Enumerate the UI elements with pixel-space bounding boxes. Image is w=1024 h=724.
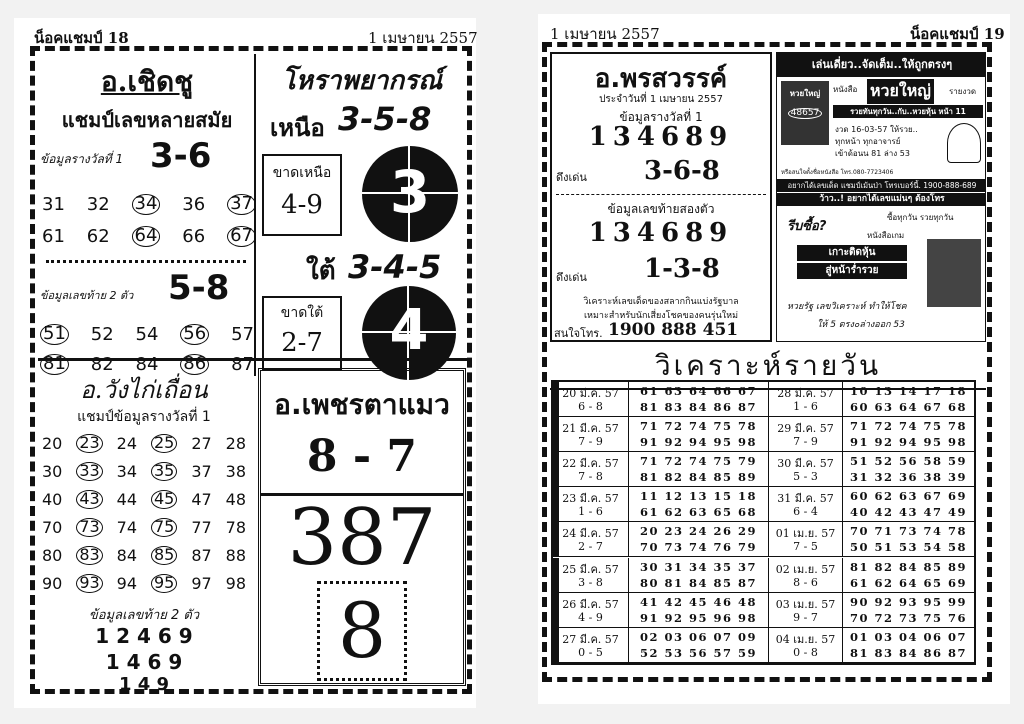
wang-section bbox=[38, 362, 250, 695]
grid-number-cell bbox=[843, 593, 974, 627]
num-circled: 37 bbox=[227, 194, 256, 215]
num-circled: 86 bbox=[180, 354, 209, 375]
grid-pair: 4 - 9 bbox=[578, 610, 603, 624]
grid-date-cell bbox=[769, 628, 843, 662]
porn-phone: 1900 888 451 bbox=[608, 320, 739, 340]
ad-fineprint: หรือสนใจตั้งชื่อหนังสือ โทร.080-7723406 bbox=[781, 169, 894, 176]
num: 40 bbox=[42, 490, 63, 509]
grid-date: 23 มี.ค. 57 bbox=[562, 492, 619, 506]
grid-number-cell bbox=[629, 452, 769, 486]
ad-buy: รีบซื้อ? bbox=[787, 219, 827, 234]
kn-box bbox=[262, 154, 342, 236]
grid-pair: 2 - 7 bbox=[578, 540, 603, 554]
num: 30 bbox=[42, 462, 63, 481]
porn-date: ประจำวันที่ 1 เมษายน 2557 bbox=[599, 94, 723, 105]
chit-pair-2: 5-8 bbox=[168, 268, 230, 308]
num-circled: 35 bbox=[151, 462, 177, 481]
num-circled: 51 bbox=[40, 324, 69, 345]
grid-number-cell bbox=[629, 558, 769, 592]
num: 52 bbox=[90, 324, 114, 345]
grid-title: วิเคราะห์รายวัน bbox=[550, 344, 986, 390]
grid-numbers: 10 13 14 17 18 bbox=[849, 384, 968, 398]
porn-hot-label: ดึงเด่น bbox=[556, 171, 587, 184]
num: 84 bbox=[135, 354, 159, 375]
grid-date: 01 เม.ย. 57 bbox=[775, 527, 836, 541]
wang-label-2: ข้อมูลเลขท้าย 2 ตัว bbox=[88, 608, 200, 623]
grid-date: 29 มี.ค. 57 bbox=[777, 422, 834, 436]
num: 80 bbox=[42, 546, 63, 565]
grid-row bbox=[553, 417, 974, 452]
ad-foot-2: ให้ 5 ตรง๐ล่างออก 53 bbox=[817, 320, 905, 330]
num: 98 bbox=[225, 574, 246, 593]
grid-date-cell bbox=[769, 382, 843, 416]
right-page-title: น็อคแชมป์ 19 bbox=[910, 25, 1005, 43]
divider bbox=[46, 260, 246, 263]
num: 57 bbox=[231, 324, 254, 345]
kn-label: ขาดเหนือ bbox=[272, 165, 332, 181]
ad-sub-2: หนังสือเกม bbox=[867, 231, 905, 240]
grid-date-cell bbox=[553, 558, 629, 592]
grid-row bbox=[553, 522, 974, 557]
grid-numbers: 61 62 64 65 69 bbox=[849, 575, 968, 590]
grid-date-cell bbox=[769, 452, 843, 486]
num-circled: 56 bbox=[180, 324, 209, 345]
porn-digits-2: 134689 bbox=[588, 218, 734, 248]
grid-date: 26 มี.ค. 57 bbox=[562, 597, 619, 611]
left-page-title: น็อคแชมป์ 18 bbox=[34, 29, 129, 47]
grid-pair: 8 - 6 bbox=[793, 575, 818, 589]
chit-section bbox=[38, 54, 256, 376]
num: 77 bbox=[191, 518, 212, 537]
grid-date: 04 เม.ย. 57 bbox=[775, 632, 836, 646]
grid-numbers: 61 63 64 66 67 bbox=[639, 384, 758, 398]
wang-subtitle: แชมป์ข้อมูลรางวัลที่ 1 bbox=[77, 409, 211, 425]
num: 34 bbox=[116, 462, 138, 481]
ks-label: ขาดใต้ bbox=[280, 305, 324, 321]
grid-pair: 1 - 6 bbox=[793, 400, 818, 413]
grid-pair: 5 - 3 bbox=[793, 470, 818, 484]
grid-numbers: 60 62 63 67 69 bbox=[849, 489, 968, 504]
porn-title: อ.พรสวรรค์ bbox=[594, 64, 728, 94]
grid-date-cell bbox=[553, 452, 629, 486]
num: 48 bbox=[225, 490, 246, 509]
grid-date: 22 มี.ค. 57 bbox=[562, 457, 619, 471]
ad-suffix: รายงวด bbox=[949, 87, 977, 96]
grid-row bbox=[553, 487, 974, 522]
chit-pair-1: 3-6 bbox=[150, 136, 212, 176]
num: 37 bbox=[191, 462, 212, 481]
num: 78 bbox=[225, 518, 246, 537]
num-circled: 93 bbox=[76, 574, 102, 593]
num: 27 bbox=[191, 434, 212, 453]
wang-row bbox=[42, 490, 246, 509]
phet-three: 387 bbox=[287, 493, 437, 583]
chit-title: อ.เชิดชู bbox=[100, 65, 194, 98]
porn-note-1: วิเคราะห์เลขเด็ดของสลากกินแบ่งรัฐบาล bbox=[583, 297, 739, 307]
chit-row-1 bbox=[42, 194, 256, 215]
hora-south-label: ใต้ bbox=[306, 256, 336, 286]
num: 32 bbox=[86, 194, 110, 215]
num: 94 bbox=[116, 574, 138, 593]
ad-side-1: งวด 16-03-57 ให้รวย.. bbox=[835, 125, 918, 134]
num-circled: 75 bbox=[151, 518, 177, 537]
ad-prefix: หนังสือ bbox=[833, 85, 858, 94]
num-circled: 81 bbox=[40, 354, 69, 375]
grid-date-cell bbox=[553, 522, 629, 556]
ad-cover bbox=[781, 81, 829, 145]
grid-numbers: 90 92 93 95 99 bbox=[849, 594, 968, 609]
grid-numbers: 91 92 94 95 98 bbox=[849, 435, 968, 450]
chit-subtitle: แชมป์เลขหลายสมัย bbox=[61, 108, 233, 132]
grid-numbers: 41 42 45 46 48 bbox=[639, 594, 758, 609]
num-circled: 73 bbox=[76, 518, 102, 537]
num: 28 bbox=[225, 434, 246, 453]
grid-date: 28 มี.ค. 57 bbox=[777, 387, 834, 400]
grid-row bbox=[553, 382, 974, 417]
grid-numbers: 71 72 74 75 78 bbox=[849, 419, 968, 434]
grid-row bbox=[553, 452, 974, 487]
grid-numbers: 71 72 74 75 79 bbox=[639, 454, 758, 469]
grid-numbers: 71 72 74 75 78 bbox=[639, 419, 758, 434]
grid-numbers: 30 31 34 35 37 bbox=[639, 559, 758, 574]
num: 44 bbox=[116, 490, 138, 509]
hora-north-label: เหนือ bbox=[270, 114, 325, 142]
hora-section bbox=[258, 54, 466, 376]
num: 54 bbox=[135, 324, 159, 345]
num-circled: 45 bbox=[151, 490, 177, 509]
grid-pair: 7 - 5 bbox=[793, 540, 818, 554]
grid-numbers: 61 62 63 65 68 bbox=[639, 505, 758, 520]
num: 87 bbox=[191, 546, 212, 565]
grid-date: 03 เม.ย. 57 bbox=[775, 597, 836, 611]
porn-section bbox=[550, 52, 772, 342]
ball-3-number: 3 bbox=[389, 158, 431, 226]
num: 62 bbox=[86, 226, 110, 247]
grid-pair: 0 - 5 bbox=[578, 645, 603, 659]
grid-row bbox=[553, 558, 974, 593]
grid-numbers: 70 73 74 76 79 bbox=[639, 540, 758, 555]
ad-cover-title: หวยใหญ่ bbox=[789, 89, 821, 98]
wang-row bbox=[42, 546, 246, 565]
grid-pair: 6 - 8 bbox=[578, 400, 603, 413]
num: 24 bbox=[116, 434, 138, 453]
daily-grid bbox=[551, 380, 976, 665]
wang-tail-1: 1 2 4 6 9 bbox=[95, 624, 193, 648]
ad-side-2: ทุกหน้า ทุกอาจารย์ bbox=[835, 137, 901, 146]
grid-date-cell bbox=[553, 417, 629, 451]
grid-numbers: 31 32 36 38 39 bbox=[849, 470, 968, 485]
grid-numbers: 81 83 84 86 87 bbox=[849, 645, 968, 660]
porn-hot-1: 3-6-8 bbox=[644, 156, 720, 186]
num: 47 bbox=[191, 490, 212, 509]
hora-title: โหราพยากรณ์ bbox=[281, 66, 443, 96]
right-page-date: 1 เมษายน 2557 bbox=[550, 25, 660, 43]
num-circled: 43 bbox=[76, 490, 102, 509]
ad-tagline: รวยทันทุกวัน..กับ..หวยหุ้น หน้า 11 bbox=[833, 105, 983, 118]
grid-numbers: 50 51 53 54 58 bbox=[849, 540, 968, 555]
ball-4-number: 4 bbox=[389, 298, 429, 363]
grid-numbers: 81 82 84 85 89 bbox=[849, 559, 968, 574]
porn-contact-label: สนใจโทร. bbox=[554, 327, 603, 340]
ad-cover-2 bbox=[927, 239, 981, 307]
grid-pair: 1 - 6 bbox=[578, 505, 603, 519]
grid-pair: 3 - 8 bbox=[578, 575, 603, 589]
porn-digits-1: 134689 bbox=[588, 122, 734, 152]
grid-date: 20 มี.ค. 57 bbox=[562, 387, 619, 400]
num: 74 bbox=[116, 518, 138, 537]
ad-mag: หวยใหญ่ bbox=[867, 79, 934, 104]
ad-side-3: เข้าด้อนน 81 ล่าง 53 bbox=[835, 149, 910, 158]
num: 84 bbox=[116, 546, 138, 565]
chit-row-3 bbox=[40, 324, 254, 345]
grid-number-cell bbox=[843, 417, 974, 451]
num: 88 bbox=[225, 546, 246, 565]
grid-numbers: 02 03 06 07 09 bbox=[639, 629, 758, 644]
grid-number-cell bbox=[629, 417, 769, 451]
grid-row bbox=[553, 593, 974, 628]
wang-row bbox=[42, 462, 246, 481]
ad-sub-1: ซื้อทุกวัน รวยทุกวัน bbox=[887, 213, 954, 222]
num: 70 bbox=[42, 518, 63, 537]
hora-north: 3-5-8 bbox=[338, 100, 432, 138]
grid-date-cell bbox=[553, 628, 629, 662]
num-circled: 23 bbox=[76, 434, 102, 453]
num: 90 bbox=[42, 574, 63, 593]
wang-row bbox=[42, 518, 246, 537]
grid-numbers: 20 23 24 26 29 bbox=[639, 524, 758, 539]
porn-label-1: ข้อมูลรางวัลที่ 1 bbox=[619, 110, 703, 124]
grid-date: 02 เม.ย. 57 bbox=[775, 562, 836, 576]
hora-south: 3-4-5 bbox=[348, 248, 442, 286]
ad-foot-1: หวยรัฐ เลขวิเคราะห์ ทำให้โชค bbox=[787, 302, 907, 312]
grid-pair: 6 - 4 bbox=[793, 505, 818, 519]
grid-numbers: 51 52 56 58 59 bbox=[849, 454, 968, 469]
ad-stock: เกาะติดหุ้น bbox=[797, 245, 907, 261]
num: 97 bbox=[191, 574, 212, 593]
grid-number-cell bbox=[843, 558, 974, 592]
grid-numbers: 70 71 73 74 78 bbox=[849, 524, 968, 539]
grid-numbers: 60 63 64 67 68 bbox=[849, 400, 968, 414]
grid-pair: 7 - 8 bbox=[578, 470, 603, 484]
wang-row bbox=[42, 574, 246, 593]
num-circled: 33 bbox=[76, 462, 102, 481]
grid-date-cell bbox=[553, 593, 629, 627]
grid-date: 21 มี.ค. 57 bbox=[562, 422, 619, 436]
porn-note-2: เหมาะสำหรับนักเสี่ยงโชคของคนรุ่นใหม่ bbox=[583, 311, 739, 321]
grid-number-cell bbox=[843, 487, 974, 521]
kn-value: 4-9 bbox=[281, 190, 323, 220]
mid-divider bbox=[38, 358, 468, 361]
cartoon-icon bbox=[947, 123, 981, 163]
grid-date-cell bbox=[769, 522, 843, 556]
grid-date: 24 มี.ค. 57 bbox=[562, 527, 619, 541]
grid-numbers: 80 81 84 85 87 bbox=[639, 575, 758, 590]
num-circled: 83 bbox=[76, 546, 102, 565]
num: 20 bbox=[42, 434, 63, 453]
porn-label-2: ข้อมูลเลขท้ายสองตัว bbox=[607, 202, 715, 216]
ad-sticker: 48657 bbox=[788, 108, 823, 119]
chit-row-2 bbox=[42, 226, 256, 247]
num: 36 bbox=[182, 194, 206, 215]
grid-number-cell bbox=[843, 522, 974, 556]
grid-numbers: 01 03 04 06 07 bbox=[849, 629, 968, 644]
num-circled: 95 bbox=[151, 574, 177, 593]
grid-numbers: 52 53 56 57 59 bbox=[639, 645, 758, 660]
grid-number-cell bbox=[629, 593, 769, 627]
grid-numbers: 81 82 84 85 89 bbox=[639, 470, 758, 485]
grid-pair: 7 - 9 bbox=[578, 435, 603, 449]
left-page bbox=[14, 18, 476, 708]
grid-date-cell bbox=[553, 487, 629, 521]
phet-one: 8 bbox=[337, 586, 387, 675]
grid-date: 27 มี.ค. 57 bbox=[562, 632, 619, 646]
grid-number-cell bbox=[629, 522, 769, 556]
grid-number-cell bbox=[629, 628, 769, 662]
wang-tail-3: 1 4 9 bbox=[118, 674, 170, 695]
grid-numbers: 81 83 84 86 87 bbox=[639, 400, 758, 414]
grid-date-cell bbox=[769, 487, 843, 521]
grid-number-cell bbox=[843, 628, 974, 662]
grid-number-cell bbox=[843, 452, 974, 486]
porn-hot-2: 1-3-8 bbox=[644, 254, 720, 284]
grid-numbers: 40 42 43 47 49 bbox=[849, 505, 968, 520]
grid-date: 25 มี.ค. 57 bbox=[562, 562, 619, 576]
num: 31 bbox=[42, 194, 65, 215]
num-circled: 85 bbox=[151, 546, 177, 565]
ad-hotline: อยากได้เลขเด็ด แชมป์เม้นป่า โทรเบอร์นี้. 1900-888-689 bbox=[777, 179, 986, 192]
grid-date-cell bbox=[769, 558, 843, 592]
divider bbox=[556, 194, 766, 195]
num-circled: 34 bbox=[132, 194, 161, 215]
grid-number-cell bbox=[629, 382, 769, 416]
grid-numbers: 91 92 94 95 98 bbox=[639, 435, 758, 450]
grid-date-cell bbox=[553, 382, 629, 416]
wang-tail-2: 1 4 6 9 bbox=[105, 650, 183, 674]
grid-pair: 7 - 9 bbox=[793, 435, 818, 449]
chit-label-1: ข้อมูลรางวัลที่ 1 bbox=[40, 152, 124, 166]
ks-value: 2-7 bbox=[281, 328, 323, 358]
ad-banner: เล่นเดี่ยว..จัดเต็ม..ให้ถูกตรงๆ bbox=[777, 53, 986, 77]
num-circled: 67 bbox=[227, 226, 256, 247]
ad-hotline-2: ว้าว..! อยากได้เลขแม่นๆ ต้องโทร bbox=[777, 193, 986, 206]
grid-numbers: 11 12 13 15 18 bbox=[639, 489, 758, 504]
chit-label-2: ข้อมูลเลขท้าย 2 ตัว bbox=[40, 289, 134, 302]
left-page-date: 1 เมษายน 2557 bbox=[368, 29, 478, 47]
ad-section bbox=[776, 52, 986, 342]
num: 66 bbox=[182, 226, 206, 247]
num: 61 bbox=[42, 226, 65, 247]
num: 82 bbox=[90, 354, 114, 375]
grid-pair: 9 - 7 bbox=[793, 610, 818, 624]
phet-section bbox=[258, 368, 466, 686]
grid-numbers: 91 92 95 96 98 bbox=[639, 610, 758, 625]
grid-date-cell bbox=[769, 417, 843, 451]
phet-pair: 8 - 7 bbox=[306, 431, 418, 482]
ad-stock-2: สู่หน้าร่ำรวย bbox=[797, 263, 907, 279]
grid-numbers: 70 72 73 75 76 bbox=[849, 610, 968, 625]
phet-title: อ.เพชรตาแมว bbox=[274, 388, 450, 421]
porn-hot-label-2: ดึงเด่น bbox=[556, 271, 587, 284]
num: 87 bbox=[231, 354, 254, 375]
wang-row bbox=[42, 434, 246, 453]
grid-number-cell bbox=[629, 487, 769, 521]
num: 38 bbox=[225, 462, 246, 481]
wang-title: อ.วังไก่เถื่อน bbox=[80, 376, 208, 404]
grid-row bbox=[553, 628, 974, 663]
grid-date-cell bbox=[769, 593, 843, 627]
ball-3-icon bbox=[362, 146, 458, 242]
grid-date: 31 มี.ค. 57 bbox=[777, 492, 834, 506]
grid-date: 30 มี.ค. 57 bbox=[777, 457, 834, 471]
num-circled: 25 bbox=[151, 434, 177, 453]
ball-4-icon bbox=[362, 286, 456, 380]
num-circled: 64 bbox=[132, 226, 161, 247]
grid-number-cell bbox=[843, 382, 974, 416]
grid-pair: 0 - 8 bbox=[793, 645, 818, 659]
phet-one-box bbox=[317, 581, 407, 681]
